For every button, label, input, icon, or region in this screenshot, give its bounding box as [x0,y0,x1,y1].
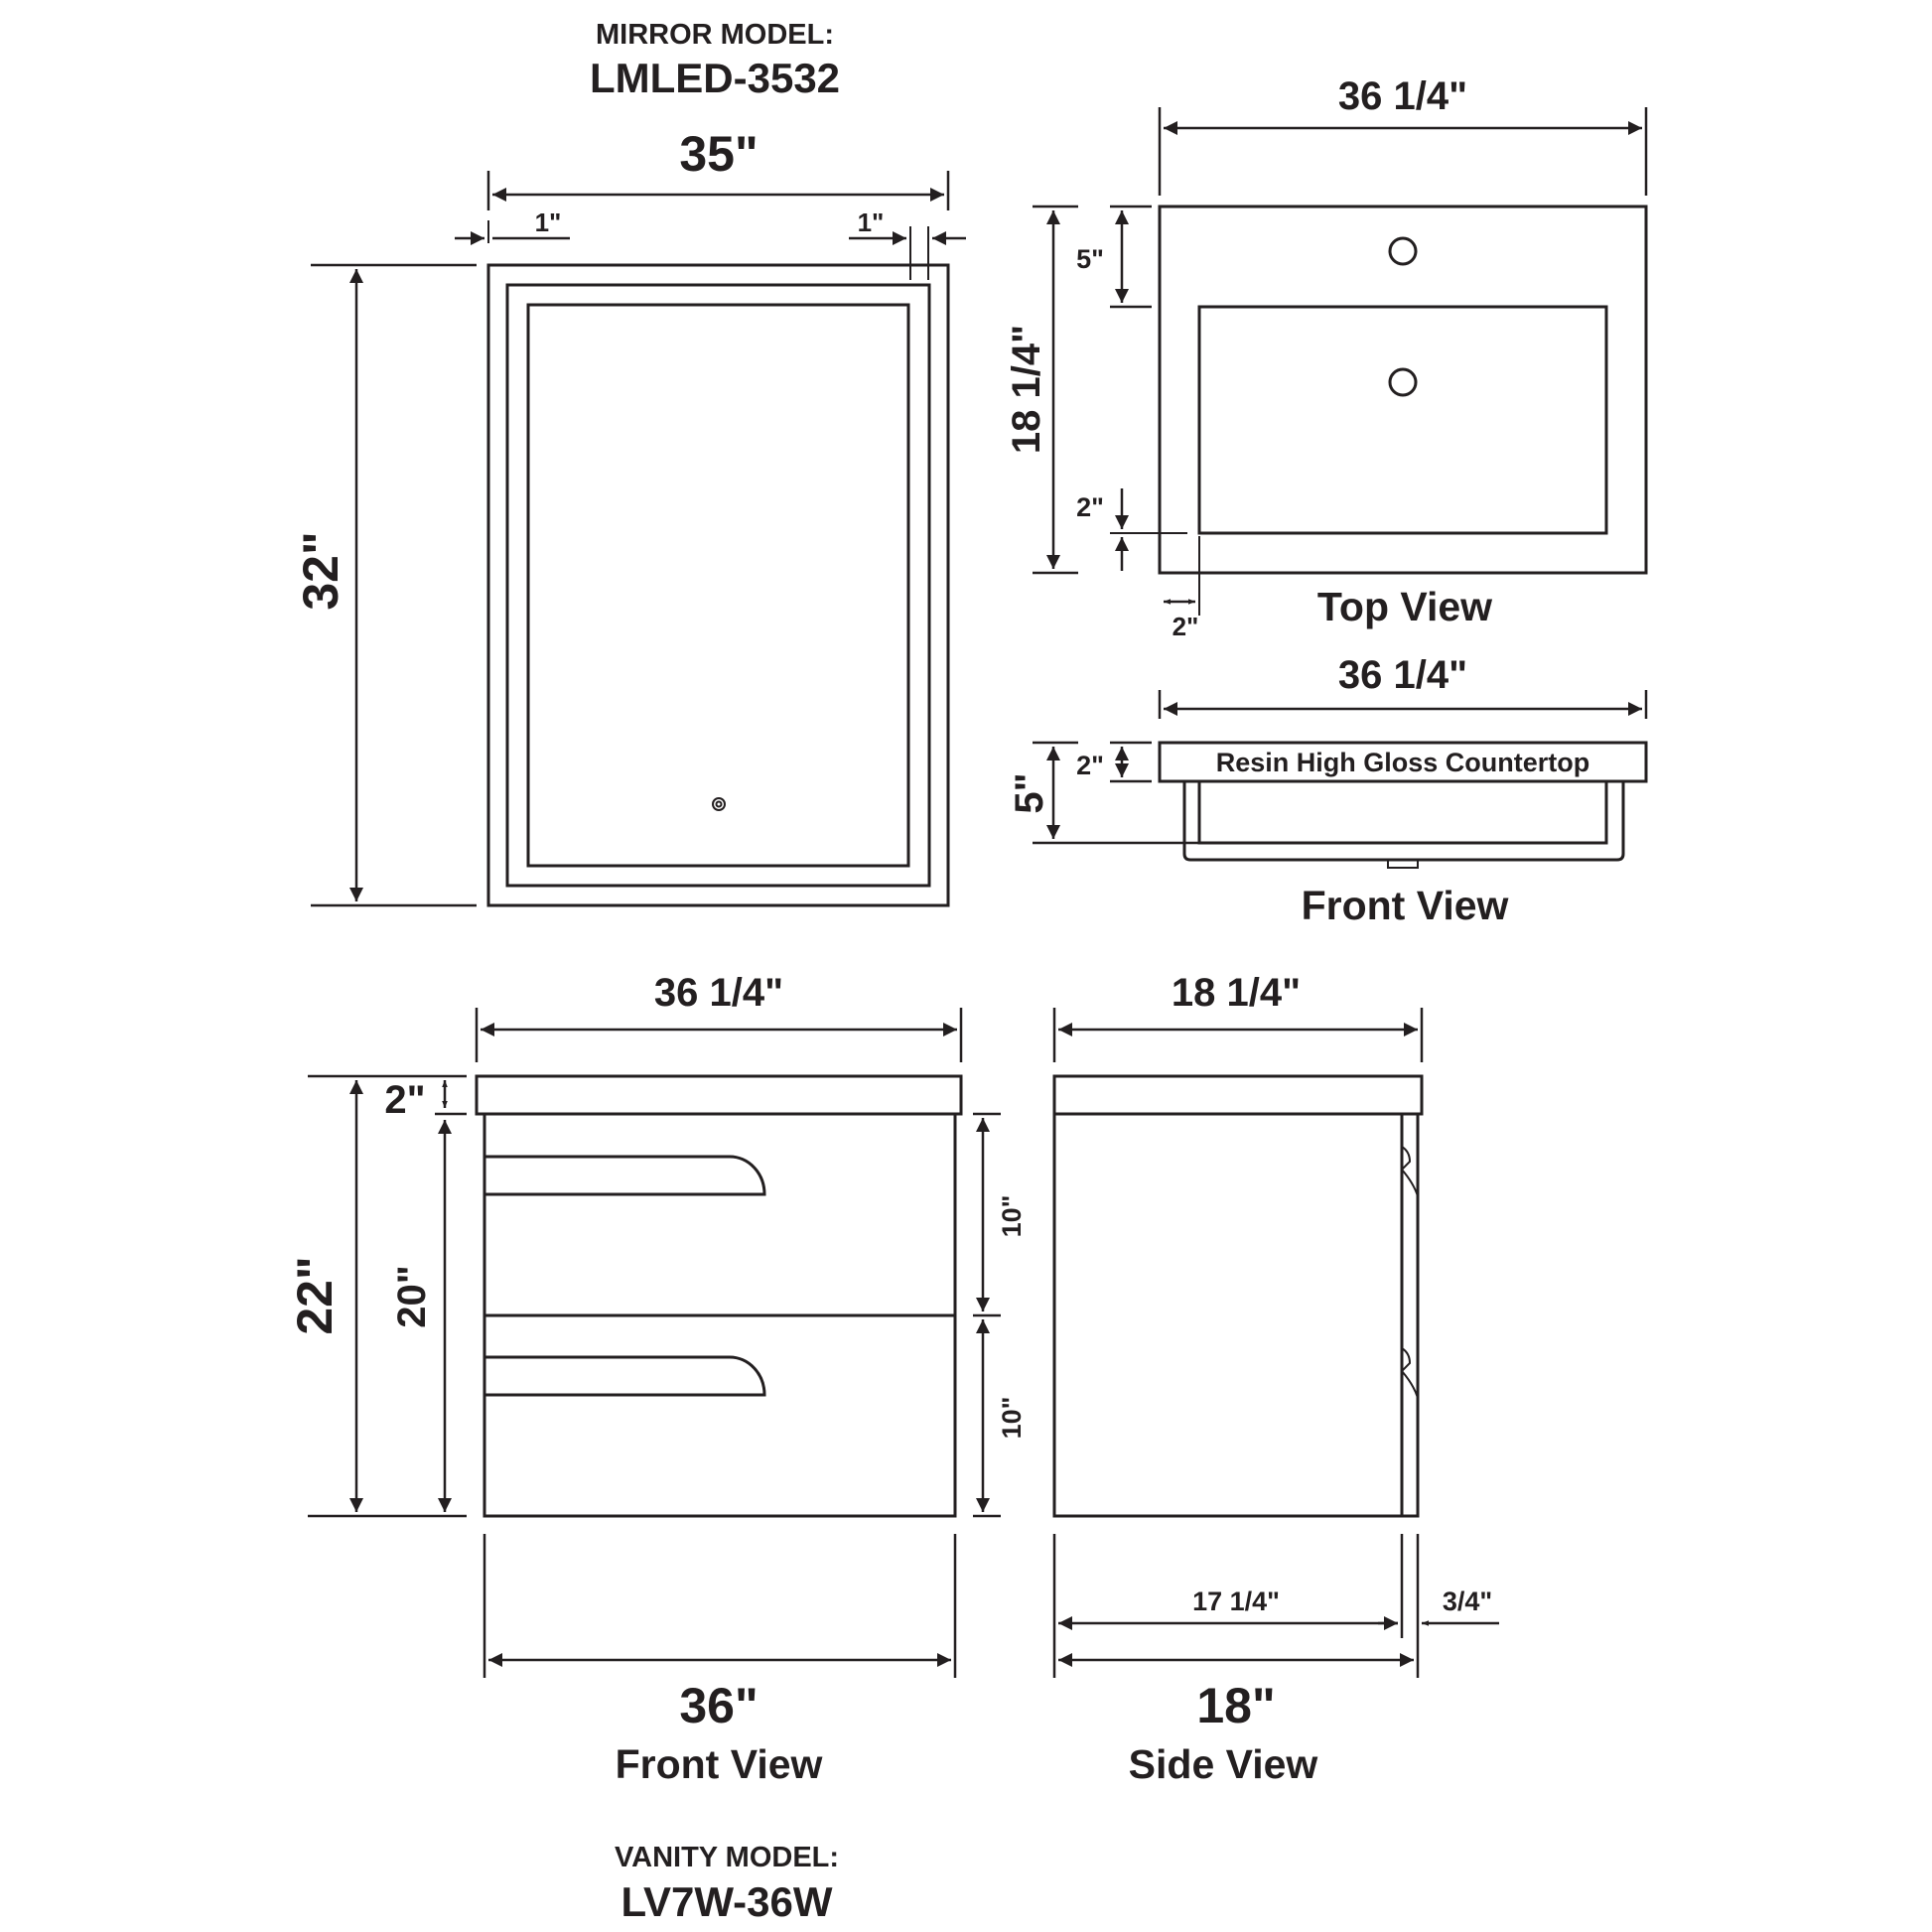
side-front-thickness-label: 3/4" [1442,1587,1493,1616]
mirror-right-border-label: 1" [857,207,885,237]
vanity-front-view [287,971,1027,1787]
side-cabinet-depth-label: 18" [1196,1678,1276,1733]
side-margin-label: 2" [1172,612,1199,641]
vanity-top-thickness-label: 2" [384,1078,426,1122]
front-margin-label: 2" [1076,492,1104,522]
top-view-caption: Top View [1316,584,1493,629]
vanity-model-label: VANITY MODEL: [614,1842,840,1873]
side-drawer-top-profile [1402,1147,1418,1196]
drawer-top-handle[interactable] [484,1157,764,1194]
mirror-section [293,19,966,905]
top-view-width-label: 36 1/4" [1337,74,1468,118]
vanity-model-block [615,1842,839,1925]
basin-outline [1199,307,1606,533]
drawer-top-height-label: 10" [997,1194,1027,1238]
vanity-side-caption: Side View [1128,1741,1318,1787]
mirror-height-label: 32" [293,531,348,611]
vanity-front-caption: Front View [615,1741,823,1787]
drawer-bottom-handle[interactable] [484,1357,764,1395]
vanity-total-height-label: 22" [287,1256,343,1335]
basin-inner-profile [1199,781,1606,843]
faucet-hole-icon [1390,238,1416,264]
side-body-depth-label: 17 1/4" [1192,1587,1280,1616]
drain-hole-icon [1390,369,1416,395]
vanity-cabinet-width-label: 36" [679,1678,759,1733]
countertop-thickness-label: 2" [1076,751,1104,780]
basin-outer-profile [1184,781,1623,860]
touch-sensor-icon[interactable] [713,798,725,810]
drawer-bottom-height-label: 10" [997,1396,1027,1440]
countertop-top-view [1005,74,1646,641]
side-top-depth-label: 18 1/4" [1171,971,1302,1015]
vanity-cabinet-height-label: 20" [390,1265,434,1328]
vanity-top-width-label: 36 1/4" [653,971,784,1015]
side-cabinet-body [1054,1114,1418,1516]
vanity-model-value: LV7W-36W [621,1878,833,1925]
side-countertop [1054,1076,1422,1114]
top-view-depth-label: 18 1/4" [1005,324,1048,455]
mirror-model-value: LMLED-3532 [589,55,841,101]
mirror-led-strip [507,285,929,886]
countertop-outline-top [1160,207,1646,573]
mirror-left-border-label: 1" [534,207,562,237]
vanity-countertop [477,1076,961,1114]
vanity-side-view [1054,971,1499,1787]
mirror-width-label: 35" [679,126,759,182]
side-drawer-bottom-profile [1402,1348,1418,1398]
countertop-front-view [1008,653,1646,928]
mirror-glass [528,305,908,866]
mirror-model-label: MIRROR MODEL: [595,19,835,51]
countertop-material-label: Resin High Gloss Countertop [1215,748,1590,777]
countertop-total-height-label: 5" [1008,772,1051,814]
front-view-width-label: 36 1/4" [1337,653,1468,697]
faucet-offset-label: 5" [1076,244,1104,274]
countertop-front-caption: Front View [1301,883,1509,928]
